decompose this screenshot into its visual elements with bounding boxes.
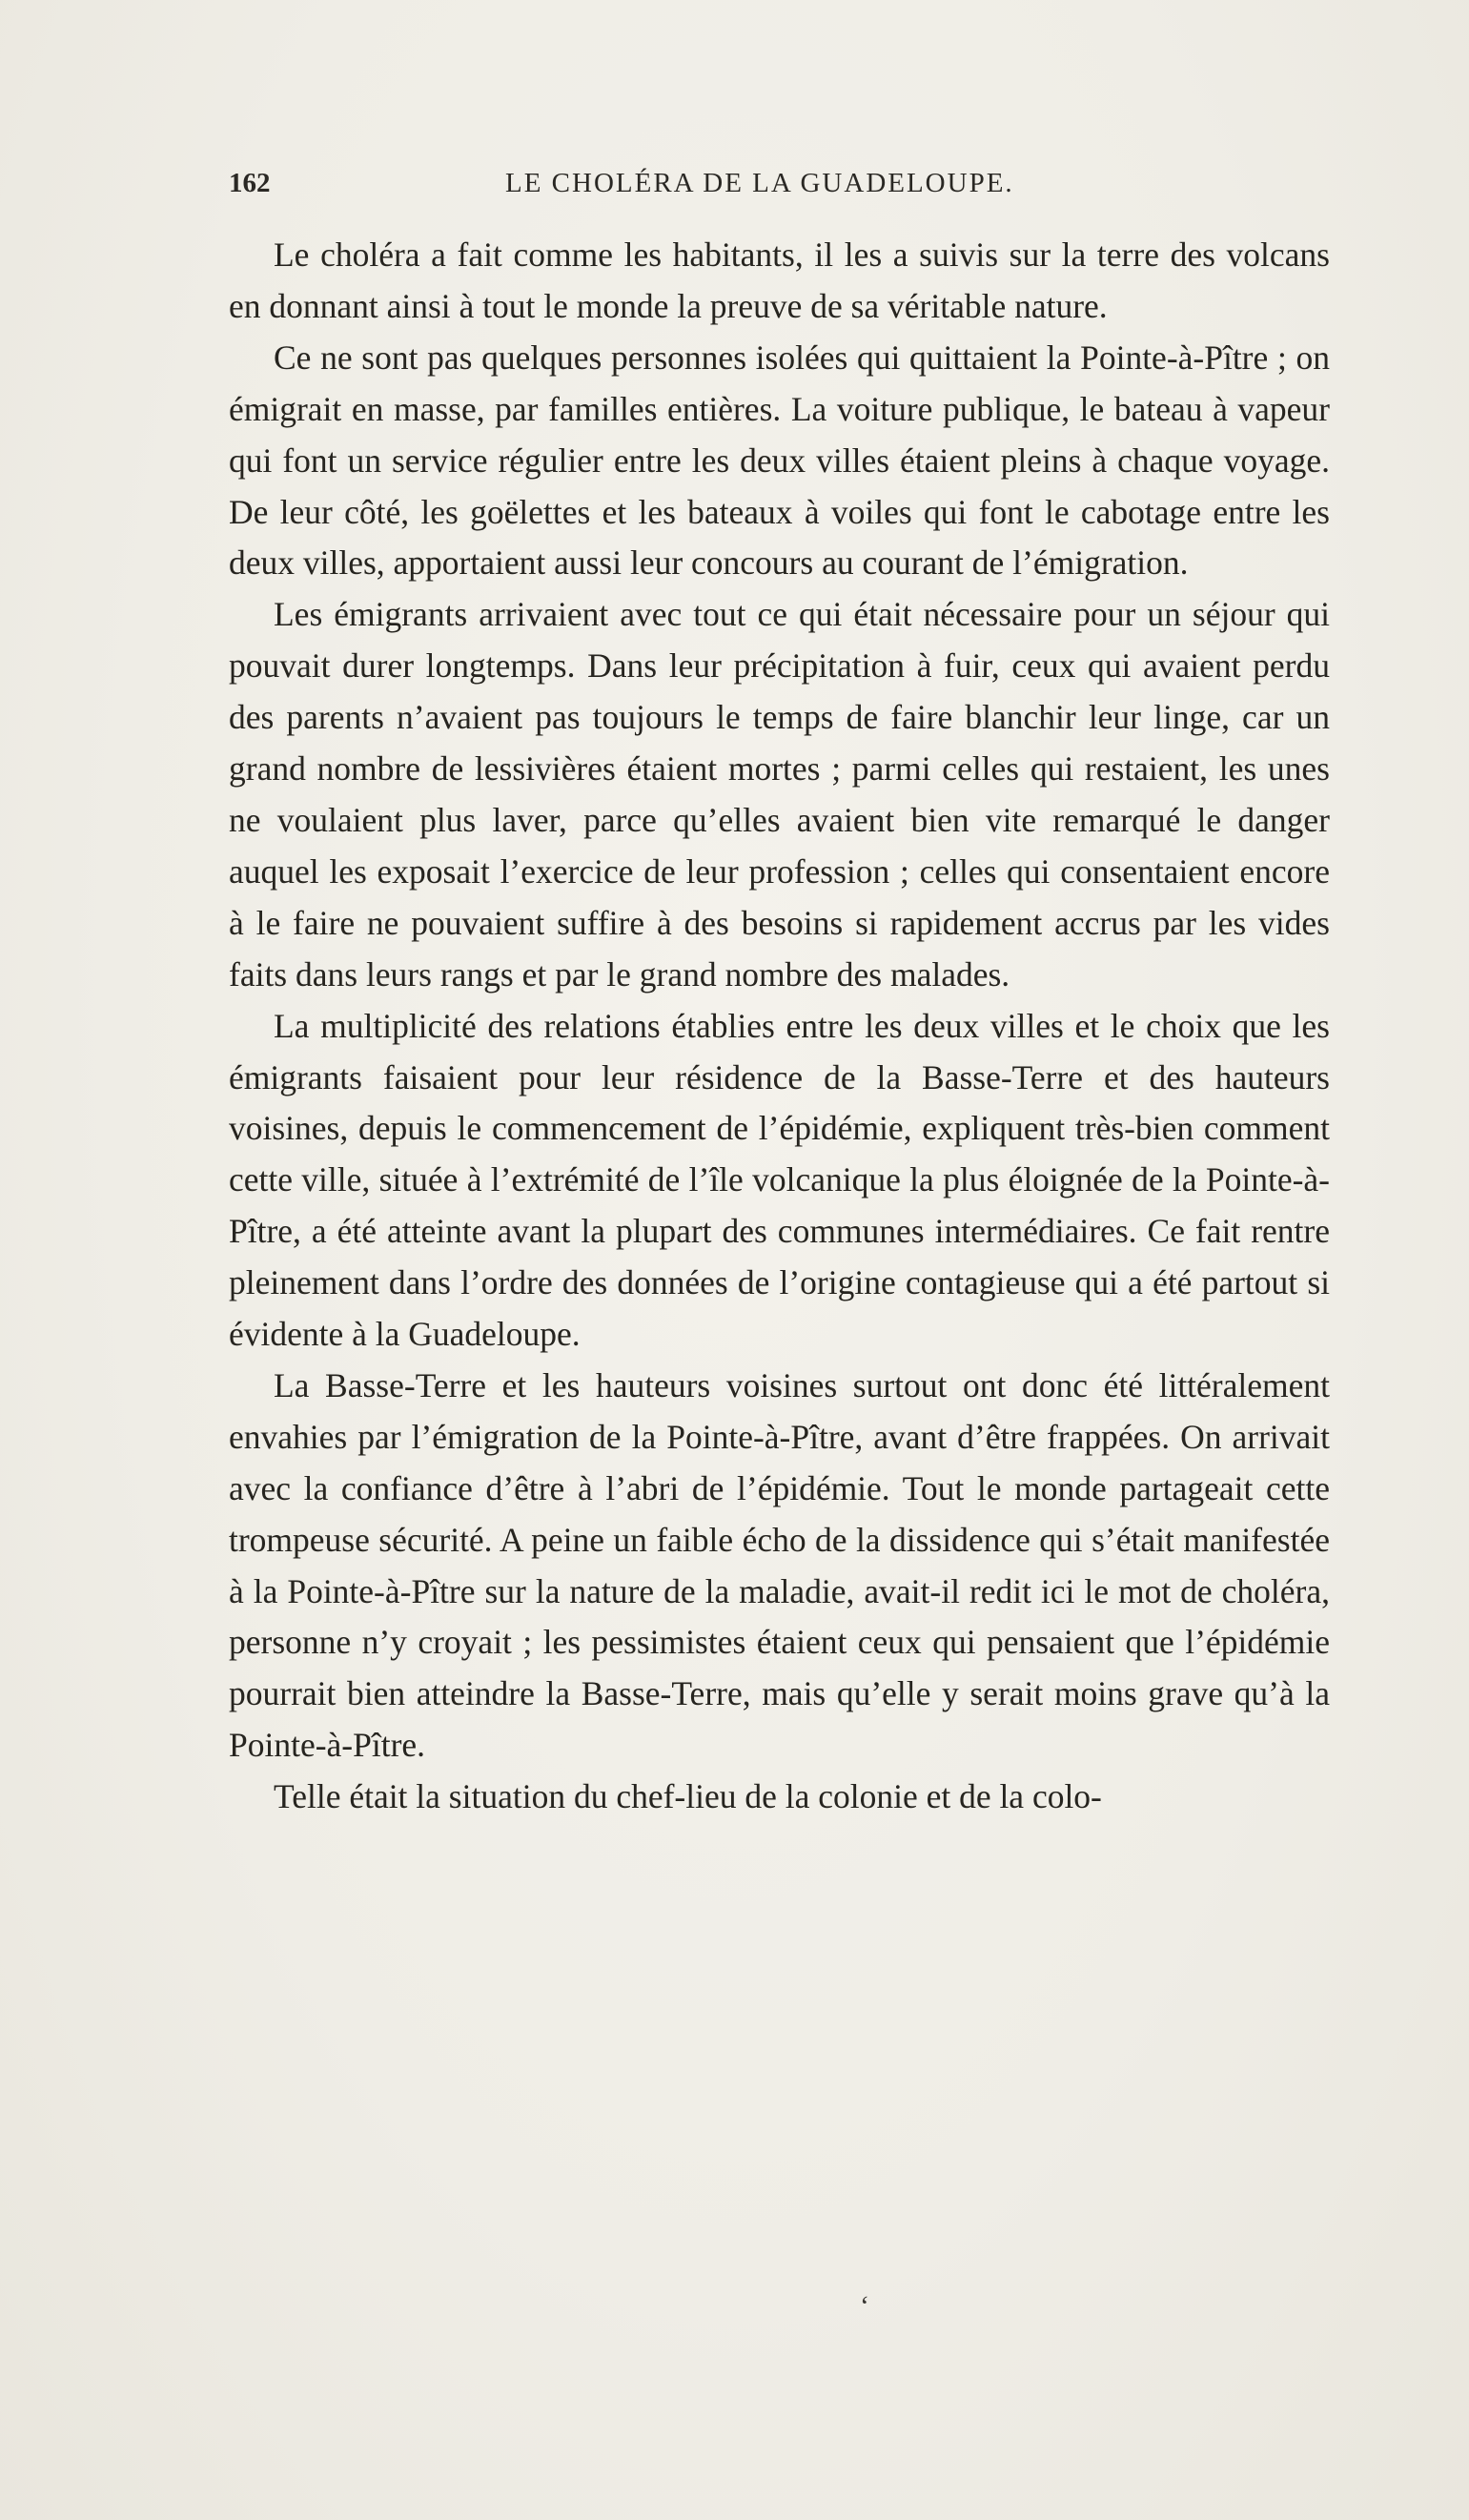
paragraph: Telle était la situation du chef-lieu de la colonie et de la colo- — [274, 1777, 1102, 1816]
stray-mark: ‘ — [860, 2290, 869, 2322]
paragraph: La multiplicité des relations établies entre les deux villes et le choix que les émigrants faisaient pour leur résidence de la Basse-Terre et des hauteurs voisines, depuis le commencement de l’épidémie, expliquent très-bien comment cette ville, située à l’extrémité de l’île volcanique la plus éloignée de la Pointe-à-Pître, a été atteinte avant la plupart des communes intermédiaires. Ce fait rentre pleinement dans l’ordre des données de l’origine contagieuse qui a été partout si évidente à la Guadeloupe. — [229, 1006, 1330, 1354]
body-text — [229, 230, 1330, 1823]
running-title: LE CHOLÉRA DE LA GUADELOUPE. — [505, 168, 1014, 198]
paragraph: Ce ne sont pas quelques personnes isolées qui quittaient la Pointe-à-Pître ; on émigrait en masse, par familles entières. La voiture publique, le bateau à vapeur qui font un service régulier entre les deux villes étaient pleins à chaque voyage. De leur côté, les goëlettes et les bateaux à voiles qui font le cabotage entre les deux villes, apportaient aussi leur concours au courant de l’émigration. — [229, 338, 1330, 583]
paragraph: Le choléra a fait comme les habitants, il les a suivis sur la terre des volcans en donnant ainsi à tout le monde la preuve de sa véritable nature. — [229, 236, 1330, 325]
paragraph: Les émigrants arrivaient avec tout ce qui était nécessaire pour un séjour qui pouvait durer longtemps. Dans leur précipitation à fuir, ceux qui avaient perdu des parents n’avaient pas toujours le temps de faire blanchir leur linge, car un grand nombre de lessivières étaient mortes ; parmi celles qui restaient, les unes ne voulaient plus laver, parce qu’elles avaient bien vite remarqué le danger auquel les exposait l’exercice de leur profession ; celles qui consentaient encore à le faire ne pouvaient suffire à des besoins si rapidement accrus par les vides faits dans leurs rangs et par le grand nombre des malades. — [229, 595, 1330, 994]
paragraph: La Basse-Terre et les hauteurs voisines surtout ont donc été littéralement envahies par l’émigration de la Pointe-à-Pître, avant d’être frappées. On arrivait avec la confiance d’être à l’abri de l’épidémie. Tout le monde partageait cette trompeuse sécurité. A peine un faible écho de la dissidence qui s’était manifestée à la Pointe-à-Pître sur la nature de la maladie, avait-il redit ici le mot de choléra, personne n’y croyait ; les pessimistes étaient ceux qui pensaient que l’épidémie pourrait bien atteindre la Basse-Terre, mais qu’elle y serait moins grave qu’à la Pointe-à-Pître. — [229, 1365, 1330, 1765]
page-number: 162 — [229, 168, 271, 198]
